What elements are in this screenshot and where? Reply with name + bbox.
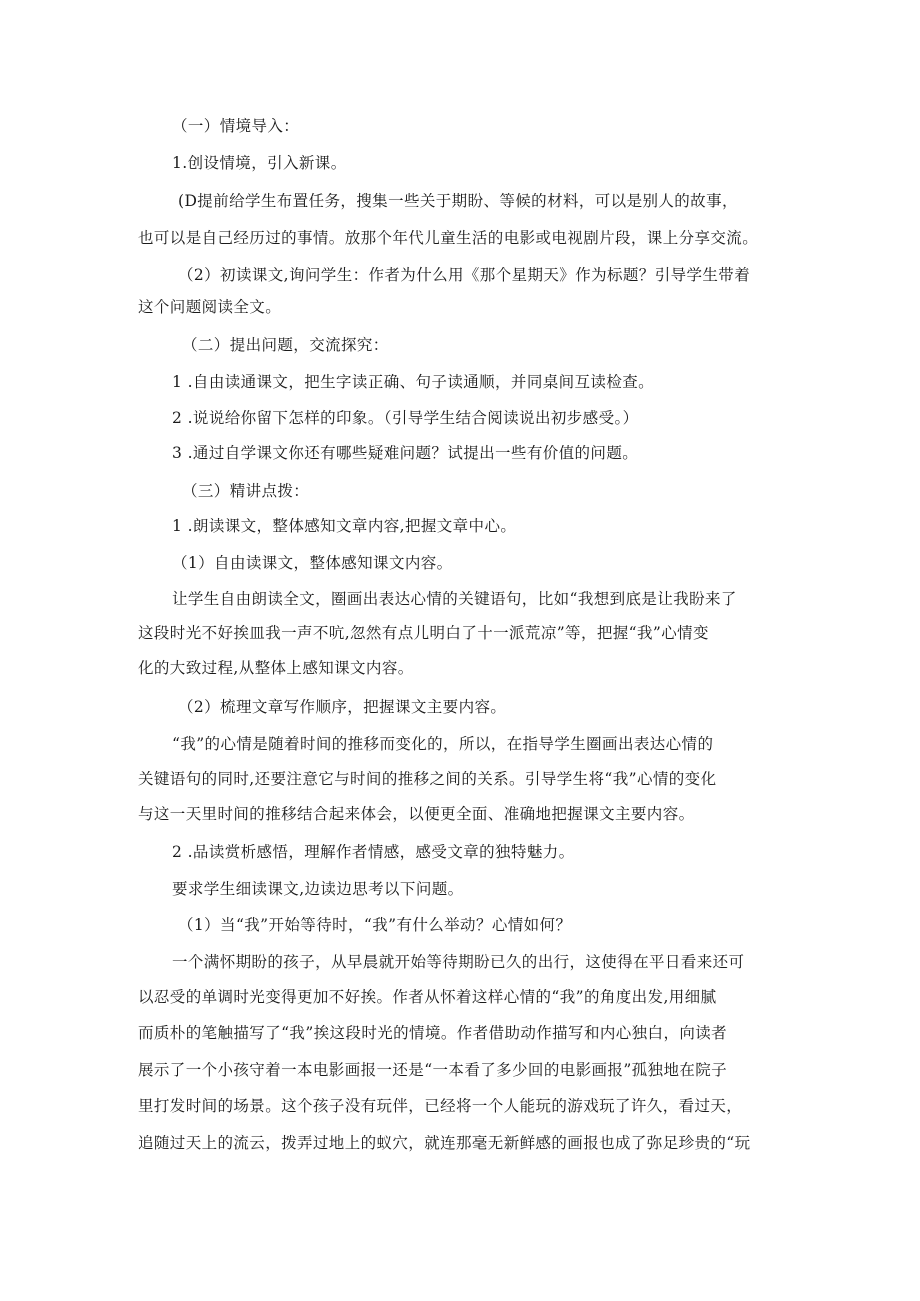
text-line: 而质朴的笔触描写了“我”挨这段时光的情境。作者借助动作描写和内心独白，向读者 — [138, 1024, 728, 1042]
text-line: 1.创设情境，引入新课。 — [172, 154, 347, 172]
section-heading-2: （二）提出问题，交流探究： — [182, 336, 389, 354]
text-line: 展示了一个小孩守着一本电影画报一还是“一本看了多少回的电影画报”孤独地在院子 — [138, 1061, 728, 1079]
text-line: 要求学生细读课文,边读边思考以下问题。 — [172, 880, 464, 898]
text-line: （2）初读课文,询问学生：作者为什么用《那个星期天》作为标题？引导学生带着 — [178, 266, 751, 284]
text-line: 以忍受的单调时光变得更加不好挨。作者从怀着这样心情的“我”的角度出发,用细腻 — [138, 988, 717, 1006]
text-line: 追随过天上的流云，拨弄过地上的蚁穴，就连那毫无新鲜感的画报也成了弥足珍贵的“玩 — [138, 1134, 751, 1152]
text-line: 2 .品读赏析感悟，理解作者情感，感受文章的独特魅力。 — [172, 843, 575, 861]
text-line: 1 .自由读通课文，把生字读正确、句子读通顺，并同桌间互读检查。 — [172, 373, 655, 391]
text-line: 1 .朗读课文，整体感知文章内容,把握文章中心。 — [172, 517, 517, 535]
text-line: 这个问题阅读全文。 — [138, 298, 282, 316]
text-line: 也可以是自己经历过的事情。放那个年代儿童生活的电影或电视剧片段，课上分享交流。 — [138, 229, 759, 247]
section-heading-3: （三）精讲点拨： — [182, 482, 310, 500]
text-line: 一个满怀期盼的孩子，从早晨就开始等待期盼已久的出行，这使得在平日看来还可 — [172, 953, 745, 971]
text-line: （1）当“我”开始等待时，“我”有什么举动？心情如何？ — [178, 916, 572, 934]
text-line: “我”的心情是随着时间的推移而变化的，所以，在指导学生圈画出表达心情的 — [172, 735, 714, 753]
text-line: 2 .说说给你留下怎样的印象。（引导学生结合阅读说出初步感受。） — [172, 409, 639, 427]
text-line: （1）自由读课文，整体感知课文内容。 — [172, 554, 453, 572]
text-line: 关键语句的同时,还要注意它与时间的推移之间的关系。引导学生将“我”心情的变化 — [138, 770, 717, 788]
text-line: 让学生自由朗读全文，圈画出表达心情的关键语句，比如“我想到底是让我盼来了 — [172, 590, 737, 608]
text-line: 里打发时间的场景。这个孩子没有玩伴，已经将一个人能玩的游戏玩了许久，看过天， — [138, 1097, 743, 1115]
text-line: 与这一天里时间的推移结合起来体会，以便更全面、准确地把握课文主要内容。 — [138, 805, 695, 823]
text-line: (D提前给学生布置任务，搜集一些关于期盼、等候的材料，可以是别人的故事， — [178, 192, 738, 210]
text-line: 3 .通过自学课文你还有哪些疑难问题？试提出一些有价值的问题。 — [172, 444, 639, 462]
text-line: 化的大致过程,从整体上感知课文内容。 — [138, 659, 414, 677]
section-heading-1: （一）情境导入： — [172, 117, 300, 135]
text-line: （2）梳理文章写作顺序，把握课文主要内容。 — [178, 698, 507, 716]
text-line: 这段时光不好挨皿我一声不吭,忽然有点儿明白了十一派荒凉”等，把握“我”心情变 — [138, 624, 709, 642]
